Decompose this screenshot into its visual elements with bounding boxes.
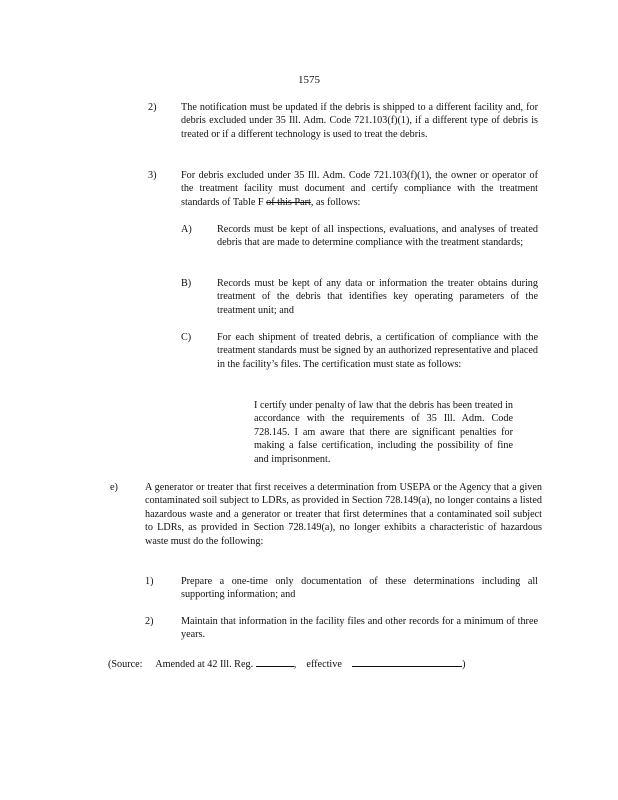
paragraph-records-inspections: Records must be kept of all inspections, evaluations, and analyses of treated debris that are made to determine compliance with the treatment standards; xyxy=(217,224,538,249)
source-amended: Amended at 42 Ill. Reg. xyxy=(155,659,254,670)
source-effective: effective xyxy=(306,659,342,670)
paragraph-text: For debris excluded under 35 Ill. Adm. Code 721.103(f)(1), the owner or operator of the treatment facility must document and certify compliance with the treatment standards of Table F xyxy=(181,170,538,208)
register-blank xyxy=(256,656,294,667)
section-label: e) xyxy=(110,482,118,493)
subitem-label: B) xyxy=(181,278,192,289)
source-close: ) xyxy=(462,659,466,670)
subitem-label: C) xyxy=(181,332,192,343)
effective-date-blank xyxy=(352,656,462,667)
paragraph-text: , as follows: xyxy=(310,196,361,208)
page-number: 1575 xyxy=(298,74,320,86)
paragraph-prepare-documentation: Prepare a one-time only documentation of these determinations including all supporting information; and xyxy=(181,576,538,601)
subitem-label: A) xyxy=(181,224,192,235)
paragraph-contaminated-soil: A generator or treater that first receives a determination from USEPA or the Agency that a given contaminated soil subject to LDRs, as provided in Section 728.149(a), no longer contains a listed hazardous waste and a generator or treater that first determines that a contaminated soil subject to LDRs, as provided in Section 728.149(a), no longer exhibits a characteristic of hazardous waste must do the following: xyxy=(145,482,542,547)
item-label: 2) xyxy=(148,102,157,113)
struck-text: of this Part xyxy=(266,196,311,208)
source-note xyxy=(108,656,465,671)
certification-quote: I certify under penalty of law that the debris has been treated in accordance with the requirements of 35 Ill. Adm. Code 728.145. I am aware that there are significant penalties for making a false certification, including the possibility of fine and imprisonment. xyxy=(254,400,513,465)
item-label: 2) xyxy=(145,616,154,627)
source-prefix: (Source: xyxy=(108,659,143,670)
paragraph-notification-update: The notification must be updated if the debris is shipped to a different facility and, for debris excluded under 35 Ill. Adm. Code 721.103(f)(1), if a different type of debris is treated or if a different technology is used to treat the debris. xyxy=(181,102,538,140)
item-label: 1) xyxy=(145,576,154,587)
paragraph-maintain-information: Maintain that information in the facility files and other records for a minimum of three years. xyxy=(181,616,538,641)
paragraph-certification: For each shipment of treated debris, a certification of compliance with the treatment standards must be signed by an authorized representative and placed in the facility’s files. The certification must state as follows: xyxy=(217,332,538,370)
paragraph-debris-excluded xyxy=(181,169,538,209)
paragraph-records-data: Records must be kept of any data or information the treater obtains during treatment of the debris that identifies key operating parameters of the treatment unit; and xyxy=(217,278,538,316)
item-label: 3) xyxy=(148,170,157,181)
source-comma: , xyxy=(293,659,297,670)
